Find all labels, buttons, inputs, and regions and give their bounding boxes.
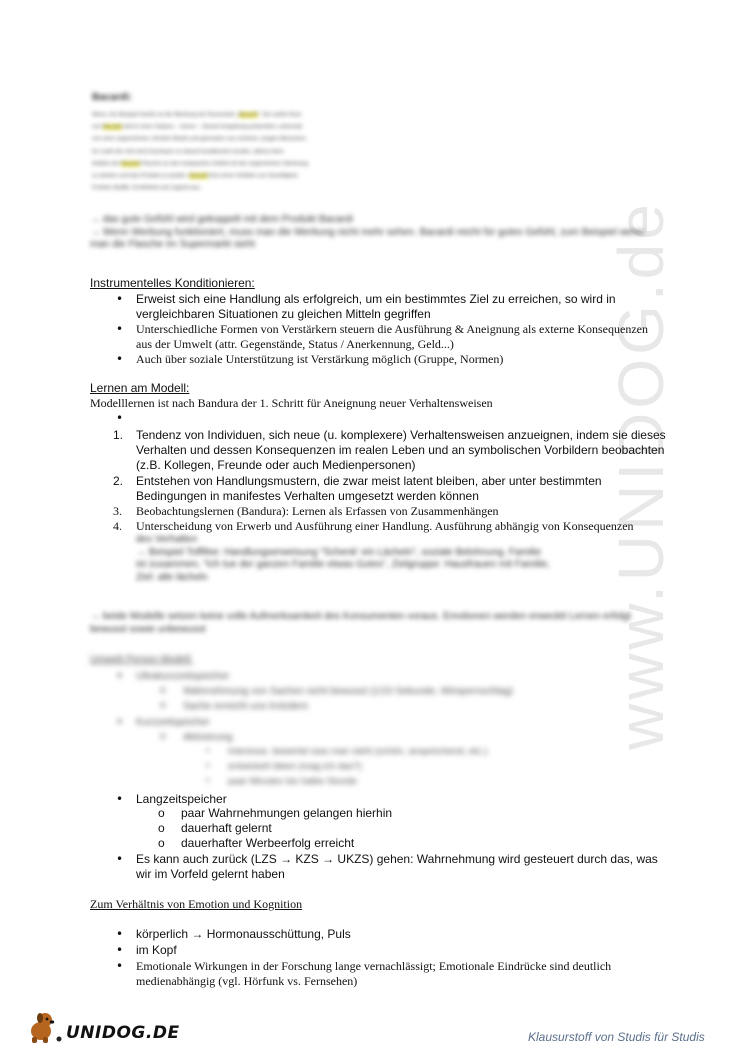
- circle-bullet: o: [158, 806, 165, 820]
- bullet: [116, 959, 131, 974]
- instrumentell-bullet-1: Erweist sich eine Handlung als erfolgreich, um ein bestimmtes Ziel zu erreichen, so wird in vergleichbaren Situationen zu gleichen Mitteln gegriffen: [136, 292, 616, 321]
- ukzs-item-2: Sache erreicht uns trotzdem: [183, 701, 309, 712]
- emotion-bullet-1: körperlich → Hormonausschüttung, Puls: [136, 927, 351, 941]
- highlight: Bacardi: [121, 160, 141, 167]
- unidog-logo[interactable]: [26, 1009, 180, 1045]
- circle-bullet: o: [158, 836, 165, 850]
- modell-item-1: Tendenz von Individuen, sich neue (u. komplexere) Verhaltensweisen anzueignen, indem sie dieses Verhalten und dessen Konsequenzen im realen Leben und an symbolischen Vorbildern beobachten (z.B. Kollegen, Freunde oder auch Medienpersonen): [136, 428, 666, 472]
- bullet: [116, 669, 131, 684]
- highlight: Bacardi: [102, 124, 122, 131]
- bacardi-line: zu denken und das Produkt zu kaufen. Bacardi löst schon Gefühle von Geselligkeit,: [92, 173, 299, 180]
- kzs-item-1: Aktivierung: [183, 732, 233, 743]
- modell-item-4: Unterscheidung von Erwerb und Ausführung einer Handlung. Ausführung abhängig von Konsequenzen: [136, 519, 634, 533]
- emotion-bullet-2: im Kopf: [136, 943, 177, 957]
- bacardi-conclusion-1: → das gute Gefühl wird gekoppelt mit dem Produkt Bacardi: [90, 214, 353, 225]
- square-bullet: ▪: [206, 775, 210, 785]
- bacardi-conclusion-2: → Wenn Werbung funktioniert, muss man die Werbung nicht mehr sehen. Bacardi reicht für gutes Gefühl, zum Beispiel wenn man die Flasche im Supermarkt sieht: [90, 226, 644, 250]
- modell-item-2: Entstehen von Handlungsmustern, die zwar meist latent bleiben, aber unter bestimmten Bedingungen in manifestes Verhalten umgesetzt werden können: [136, 474, 602, 503]
- square-bullet: ▪: [206, 745, 210, 755]
- bullet: [116, 352, 131, 367]
- bullet: [116, 715, 131, 730]
- lzs-item-1: paar Wahrnehmungen gelangen hierhin: [181, 806, 393, 820]
- bacardi-line: Anblick der Bacardi Flasche an den entspannte Umfeld mit der angenehmen Stimmung: [92, 160, 309, 167]
- bacardi-conclusion: [90, 214, 650, 252]
- ukzs-item-1: Wahrnehmung von Sachen nicht bewusst (1/10 Sekunde, Wimpernschlag): [183, 686, 513, 697]
- item-number: 4.: [113, 519, 122, 533]
- ukzs-label: Ultrakurzzeitspeicher: [136, 671, 230, 682]
- instrumentell-bullet-2: Unterschiedliche Formen von Verstärkern steuern die Ausführung & Aneignung als externe Konsequenzen aus der Umwelt (attr. Gegenstände, Status / Anerkennung, Geld...): [136, 322, 648, 351]
- kzs-item-1a: Interesse, bewertet was man sieht (schön, ansprechend, etc.): [228, 746, 488, 757]
- circle-bullet: o: [160, 700, 166, 711]
- item-number: 3.: [113, 504, 122, 518]
- item-number: 2.: [113, 474, 124, 488]
- circle-bullet: o: [160, 731, 166, 742]
- lzs-item-2: dauerhaft gelernt: [181, 821, 272, 835]
- lzs-item-3: dauerhafter Werbeerfolg erreicht: [181, 836, 355, 850]
- bullet: [116, 943, 131, 958]
- bacardi-section: [92, 92, 442, 194]
- modell-item-3: Beobachtungslernen (Bandura): Lernen als Erfassen von Zusammenhängen: [136, 504, 499, 518]
- bullet: [116, 322, 131, 337]
- bullet: [116, 292, 131, 307]
- bullet: [116, 852, 131, 867]
- modell-summary: → beide Modelle setzen keine volle Aufmerksamkeit des Konsumenten voraus. Emotionen werden erwecktt Lernen erfolgt bewusst sowie unbewusst: [90, 611, 631, 635]
- kzs-item-1b: entwickelt Ideen (mag ich das?): [228, 761, 362, 772]
- blur-line: ist zusammen, “Ich tue der ganzen Familie etwas Gutes”, Zielgruppe: Hausfrauen mit Familie,: [136, 559, 551, 570]
- circle-bullet: o: [158, 821, 165, 835]
- bacardi-line: von einer angenehmen, leichten Musik und getrunken von schönen, jungen Menschen.: [92, 136, 308, 143]
- highlight: Bacardi: [189, 173, 208, 180]
- bacardi-line: Im Laufe der Zeit sind Zuschauer so darauf konditioniert worden, alleine beim: [92, 148, 284, 155]
- bullet: [116, 792, 131, 807]
- modell-item-4-continuation: [136, 534, 550, 584]
- item-number: 1.: [113, 428, 124, 442]
- modell-intro: Modelllernen ist nach Bandura der 1. Schritt für Aneignung neuer Verhaltensweisen: [90, 396, 493, 410]
- heading-modell: Lernen am Modell:: [90, 381, 190, 395]
- instrumentell-bullet-3: Auch über soziale Unterstützung ist Verstärkung möglich (Gruppe, Normen): [136, 352, 504, 366]
- heading-instrumentell: Instrumentelles Konditionieren:: [90, 276, 255, 290]
- empty-bullet: [116, 411, 131, 426]
- square-bullet: ▪: [206, 760, 210, 770]
- blur-line: → Beispiel Toffifee: Handlungserweisung “Schenk’ ein Lächeln”, soziale Belohnung, Familie: [136, 546, 542, 558]
- bacardi-line: von Bacardi wird in einer Südsee – Szene – Strand Umgebung präsentiert, untermalt: [92, 124, 302, 131]
- circle-bullet: o: [160, 685, 166, 696]
- bacardi-title: Bacardi:: [92, 92, 133, 103]
- logo-text: UNIDOG.DE: [66, 1023, 180, 1043]
- highlight: Bacardi: [238, 112, 258, 118]
- blur-line: des Verhalten: [136, 534, 198, 545]
- blur-line: Ziel: alle lächeln: [136, 571, 208, 583]
- footer-slogan: Klausurstoff von Studis für Studis: [528, 1030, 705, 1044]
- heading-emotion: Zum Verhältnis von Emotion und Kognition: [90, 897, 303, 911]
- bacardi-line: Wenn, Ein Beispiel hierfür ist die Werbung der Rummarke „Bacardi“. Der weiße Rum: [92, 112, 302, 118]
- bacardi-line: Freiheit, Badife, Ernöhtheit und Jugend aus.: [92, 185, 202, 192]
- watermark: www.UNIDOG.de: [605, 200, 677, 750]
- emotion-bullet-3: Emotionale Wirkungen in der Forschung lange vernachlässigt; Emotionale Eindrücke sind deutlich medienabhängig (vgl. Hörfunk vs. Fernsehen): [136, 959, 612, 988]
- umwelt-back: Es kann auch zurück (LZS → KZS → UKZS) gehen: Wahrnehmung wird gesteuert durch das, was wir im Vorfeld gelernt haben: [136, 852, 658, 881]
- kzs-item-1c: paar Minuten bis halbe Stunde: [228, 776, 357, 787]
- bullet: [116, 927, 131, 942]
- lzs-label: Langzeitspeicher: [136, 792, 227, 806]
- kzs-label: Kurzzeitspeicher: [136, 717, 210, 728]
- heading-umwelt: Umwelt Person Modell:: [90, 654, 193, 665]
